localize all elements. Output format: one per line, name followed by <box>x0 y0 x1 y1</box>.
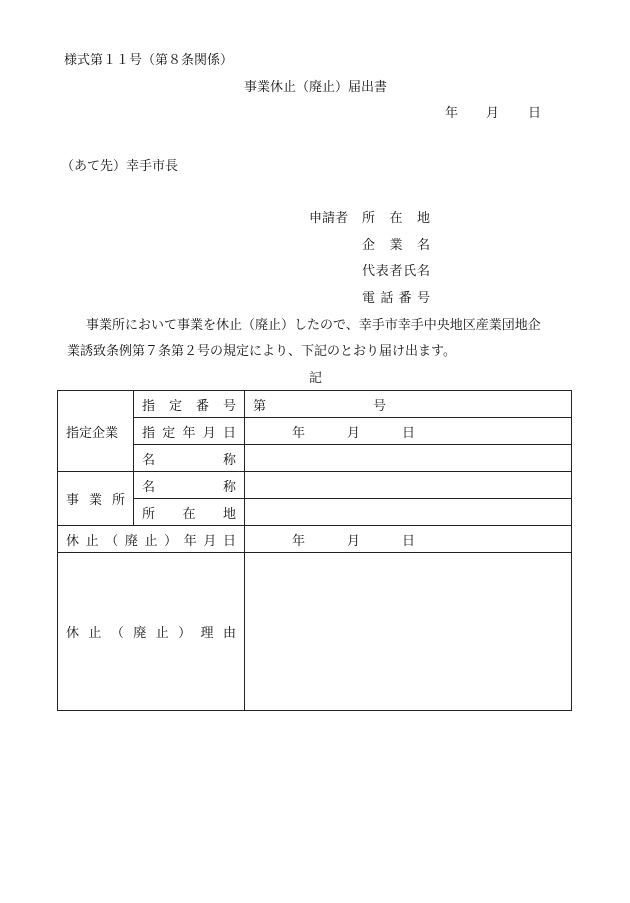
table-row <box>58 391 572 418</box>
suspension-date-label: 休止（廃止）年月日 <box>58 526 245 553</box>
table-row <box>58 418 572 445</box>
date-month-label: 月 <box>486 106 500 121</box>
month-label: 月 <box>347 425 361 441</box>
day-label: 日 <box>402 425 416 441</box>
applicant-company-label: 企業名 <box>362 238 430 253</box>
designation-number-field[interactable] <box>245 391 572 418</box>
suspension-reason-field[interactable] <box>245 553 572 711</box>
office-name-label: 名称 <box>134 472 245 499</box>
year-label: 年 <box>292 425 306 441</box>
body-text-line1: 事業所において事業を休止（廃止）したので、幸手市幸手中央地区産業団地企 <box>86 318 541 333</box>
office-header: 事業所 <box>58 472 134 526</box>
office-address-label: 所在地 <box>134 499 245 526</box>
company-name-field[interactable] <box>245 445 572 472</box>
day-label: 日 <box>402 533 416 549</box>
document-title: 事業休止（廃止）届出書 <box>244 80 388 95</box>
form-number: 様式第１１号（第８条関係） <box>64 53 234 68</box>
table-row <box>58 553 572 711</box>
note-label: 記 <box>309 371 323 386</box>
designation-number-label: 指定番号 <box>134 391 245 418</box>
applicant-phone-label: 電話番号 <box>362 291 430 306</box>
applicant-address-label: 所在地 <box>362 211 430 226</box>
office-name-field[interactable] <box>245 472 572 499</box>
number-prefix: 第 <box>253 398 267 414</box>
designation-date-label: 指定年月日 <box>134 418 245 445</box>
table-row <box>58 445 572 472</box>
year-label: 年 <box>292 533 306 549</box>
suspension-date-field[interactable] <box>245 526 572 553</box>
table-row <box>58 526 572 553</box>
office-address-field[interactable] <box>245 499 572 526</box>
number-suffix: 号 <box>373 398 387 414</box>
addressee: （あて先）幸手市長 <box>61 159 179 174</box>
table-row <box>58 472 572 499</box>
month-label: 月 <box>347 533 361 549</box>
applicant-representative-label: 代表者氏名 <box>362 264 430 279</box>
table-row <box>58 499 572 526</box>
designated-company-header: 指定企業 <box>58 391 134 472</box>
company-name-label: 名称 <box>134 445 245 472</box>
form-table <box>57 390 572 711</box>
suspension-reason-label: 休止（廃止）理由 <box>58 553 245 711</box>
date-day-label: 日 <box>528 106 542 121</box>
date-year-label: 年 <box>445 106 459 121</box>
body-text-line2: 業誘致条例第７条第２号の規定により、下記のとおり届け出ます。 <box>67 344 456 359</box>
designation-date-field[interactable] <box>245 418 572 445</box>
applicant-label: 申請者 <box>309 211 349 226</box>
